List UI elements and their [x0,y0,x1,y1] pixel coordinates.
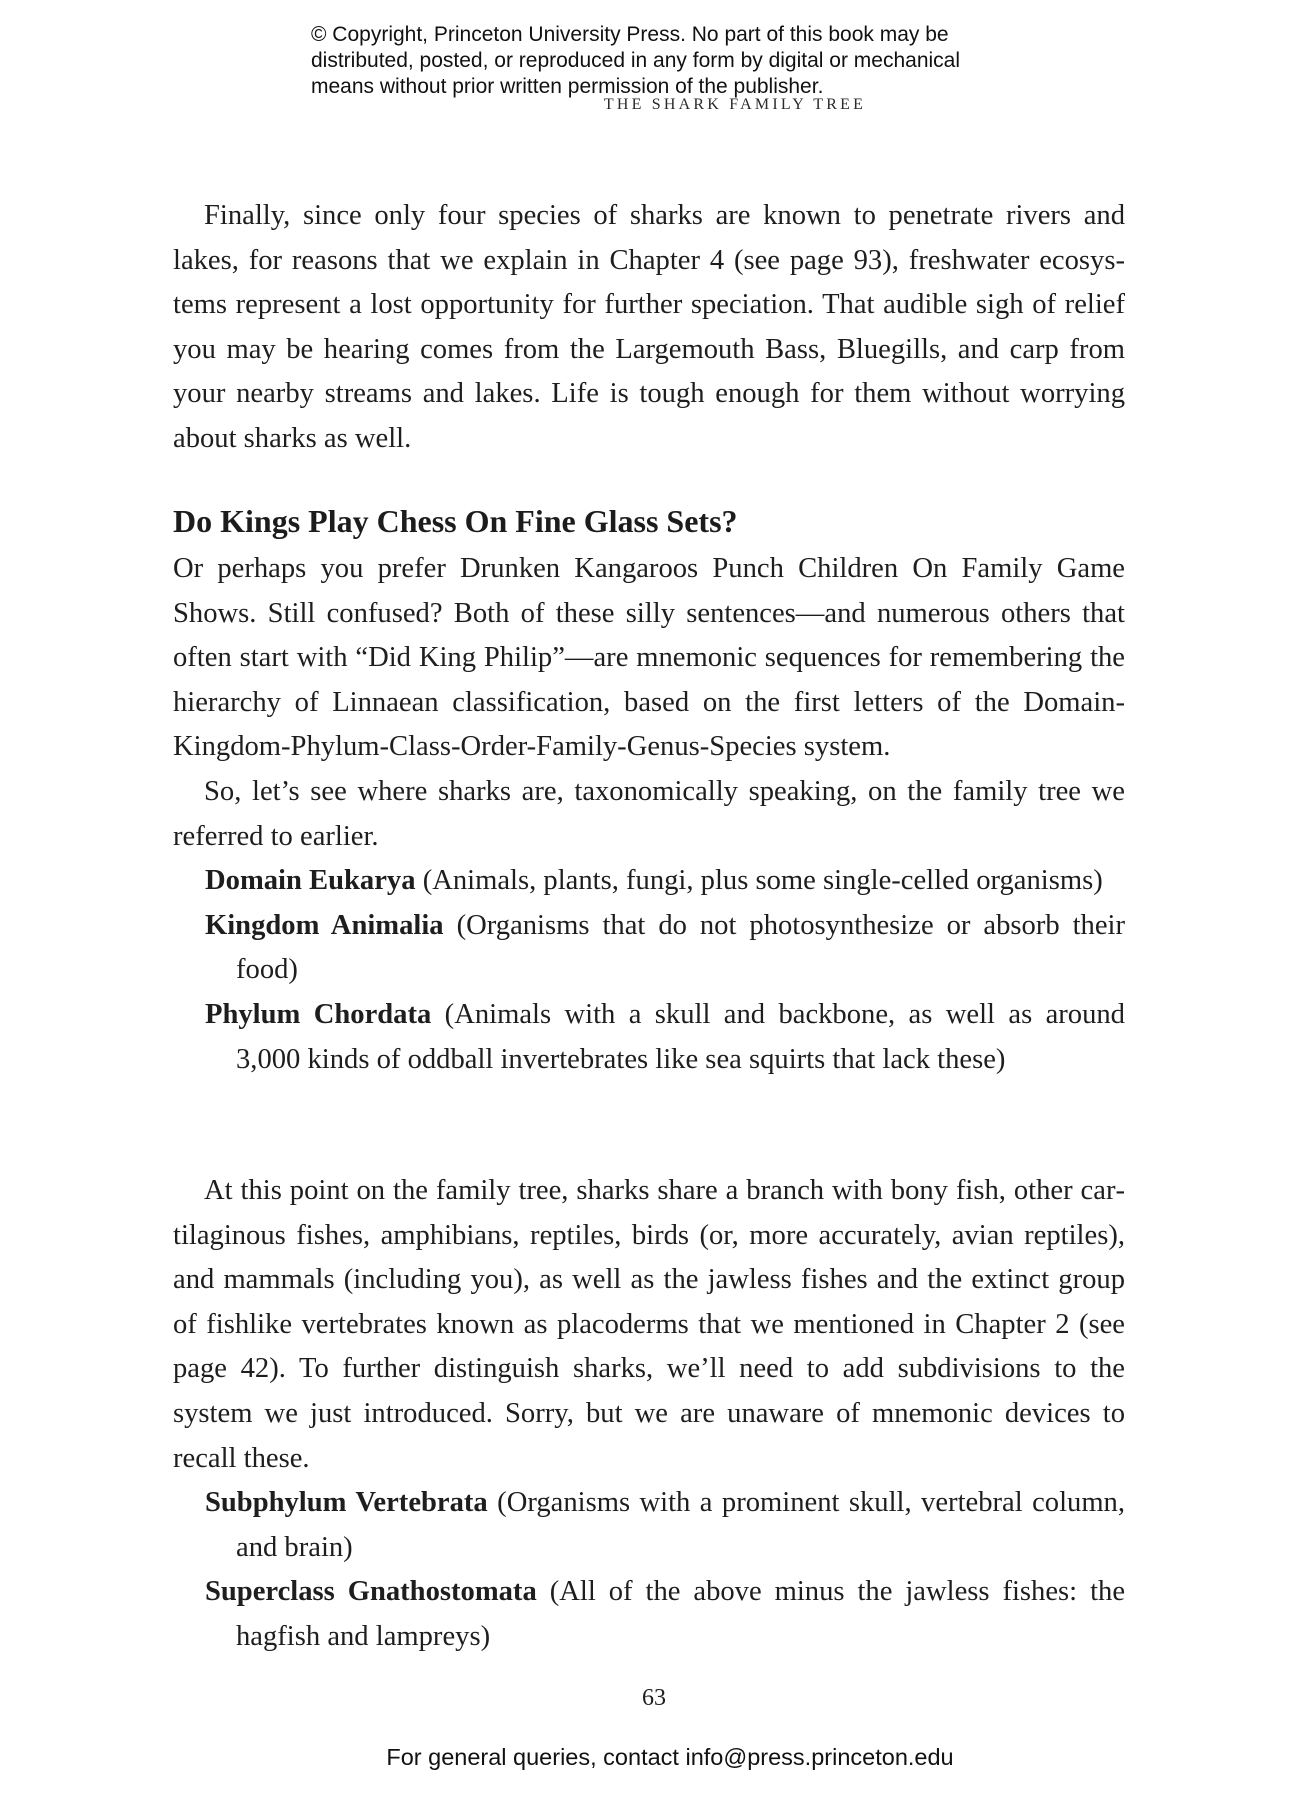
taxon-term: Superclass Gnathostomata [205,1576,537,1608]
taxon-description: (Animals with a skull and backbone, as well as around 3,000 kinds of oddball invertebrates like sea squirts that lack these) [236,998,1125,1075]
taxon-term: Phylum Chordata [205,998,432,1030]
taxon-description: (Animals, plants, fungi, plus some single-celled organisms) [422,865,1103,897]
taxon-description: (All of the above minus the jawless fishes: the hagfish and lampreys) [236,1576,1126,1652]
running-head: THE SHARK FAMILY TREE [603,96,867,113]
copyright-notice [311,22,1031,100]
copyright-line: distributed, posted, or reproduced in any form by digital or mechanical [311,49,961,72]
footer-contact: For general queries, contact info@press.princeton.edu [386,1744,954,1770]
taxonomy-entry [173,1570,1125,1659]
subdivision-section [173,1169,1125,1660]
taxonomy-entry [173,904,1125,993]
copyright-line: © Copyright, Princeton University Press. No part of this book may be [311,23,949,46]
taxonomy-entry [173,1481,1125,1570]
taxon-term: Subphylum Vertebrata [205,1487,488,1519]
taxonomy-entry [173,993,1125,1082]
body-paragraph: Finally, since only four species of sharks are known to penetrate rivers and lakes, for reasons that we explain in Chapter 4 (see page 93), freshwater ecosystems represent a lost opportunity for further speciation. That audible sigh of relief you may be hearing comes from the Largemouth Bass, Bluegills, and carp from your nearby streams and lakes. Life is tough enough for them without worrying about sharks as well. [173,200,1125,454]
taxon-description: (Organisms with a prominent skull, vertebral column, and brain) [236,1487,1126,1563]
taxon-term: Kingdom Animalia [205,909,444,941]
taxon-description: (Organisms that do not photosynthesize or absorb their food) [236,909,1126,986]
taxon-term: Domain Eukarya [205,865,416,897]
taxonomy-entry [173,859,1125,904]
section-heading: Do Kings Play Chess On Fine Glass Sets? [173,503,738,539]
body-paragraph: Or perhaps you prefer Drunken Kangaroos Punch Children On Family Game Shows. Still confused? Both of these silly sentences—and numerous others that often start with “Did King Philip”—are mnemonic sequences for remembering the hierarchy of Linnaean classification, based on the first letters of the Domain-Kingdom-Phylum-Class-Order-Family-Genus-Species system. [173,553,1125,763]
body-paragraph: So, let’s see where sharks are, taxonomically speaking, on the family tree we referred to earlier. [173,775,1125,852]
body-paragraph: At this point on the family tree, sharks share a branch with bony fish, other cartilaginous fishes, amphibians, reptiles, birds (or, more accurately, avian reptiles), and mammals (including you), as well as the jawless fishes and the extinct group of fishlike vertebrates known as placoderms that we mentioned in Chapter 2 (see page 42). To further distinguish sharks, we’ll need to add subdivisions to the system we just introduced. Sorry, but we are unaware of mnemonic devices to recall these. [173,1175,1125,1474]
page-number: 63 [642,1685,666,1711]
intro-section [173,194,1125,462]
mnemonic-section [173,547,1125,1082]
copyright-line: means without prior written permission of the publisher. [311,75,824,98]
